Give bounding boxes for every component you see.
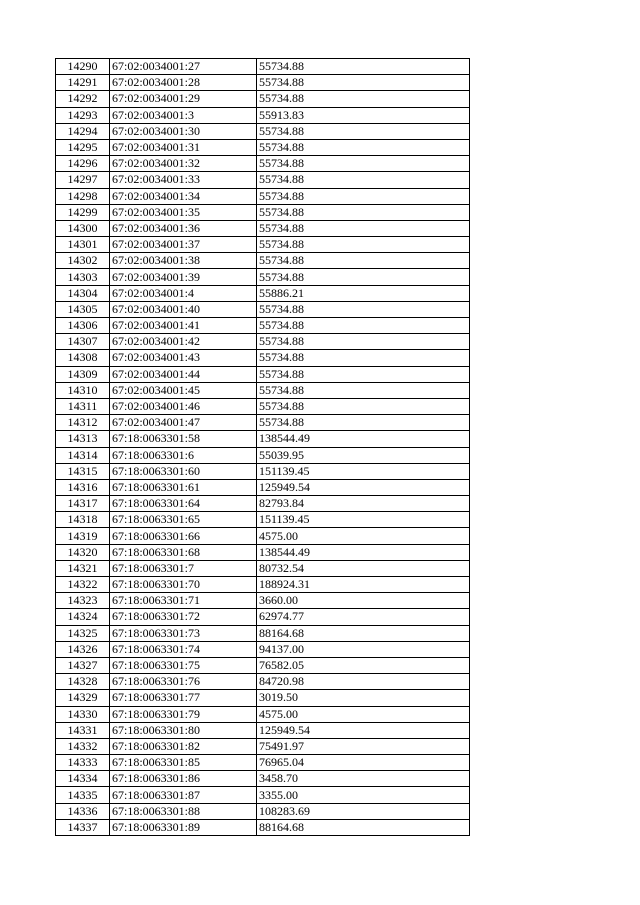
cadastral-number-cell: 67:18:0063301:88 (110, 803, 257, 819)
value-cell: 88164.68 (257, 625, 470, 641)
value-cell: 3660.00 (257, 593, 470, 609)
table-row (56, 75, 470, 91)
table-row (56, 528, 470, 544)
value-cell: 108283.69 (257, 803, 470, 819)
table-row (56, 237, 470, 253)
value-cell: 151139.45 (257, 463, 470, 479)
table-row (56, 787, 470, 803)
row-number-cell: 14305 (56, 301, 110, 317)
cadastral-number-cell: 67:02:0034001:3 (110, 107, 257, 123)
cadastral-number-cell: 67:02:0034001:34 (110, 188, 257, 204)
table-row (56, 253, 470, 269)
value-cell: 55734.88 (257, 382, 470, 398)
row-number-cell: 14300 (56, 220, 110, 236)
value-cell: 4575.00 (257, 706, 470, 722)
table-row (56, 803, 470, 819)
value-cell: 3355.00 (257, 787, 470, 803)
value-cell: 4575.00 (257, 528, 470, 544)
value-cell: 55734.88 (257, 415, 470, 431)
table-body (56, 59, 470, 836)
row-number-cell: 14331 (56, 722, 110, 738)
row-number-cell: 14337 (56, 819, 110, 835)
cadastral-number-cell: 67:02:0034001:30 (110, 123, 257, 139)
cadastral-number-cell: 67:18:0063301:77 (110, 690, 257, 706)
value-cell: 76582.05 (257, 657, 470, 673)
cadastral-number-cell: 67:02:0034001:37 (110, 237, 257, 253)
cadastral-number-cell: 67:18:0063301:64 (110, 496, 257, 512)
value-cell: 55734.88 (257, 350, 470, 366)
value-cell: 55039.95 (257, 447, 470, 463)
row-number-cell: 14292 (56, 91, 110, 107)
row-number-cell: 14306 (56, 318, 110, 334)
row-number-cell: 14336 (56, 803, 110, 819)
table-row (56, 738, 470, 754)
row-number-cell: 14334 (56, 771, 110, 787)
table-row (56, 690, 470, 706)
row-number-cell: 14314 (56, 447, 110, 463)
table-row (56, 625, 470, 641)
value-cell: 3458.70 (257, 771, 470, 787)
table-row (56, 560, 470, 576)
table-row (56, 479, 470, 495)
table-row (56, 334, 470, 350)
cadastral-number-cell: 67:18:0063301:71 (110, 593, 257, 609)
value-cell: 55734.88 (257, 318, 470, 334)
value-cell: 82793.84 (257, 496, 470, 512)
cadastral-number-cell: 67:02:0034001:42 (110, 334, 257, 350)
table-row (56, 139, 470, 155)
value-cell: 55734.88 (257, 269, 470, 285)
row-number-cell: 14317 (56, 496, 110, 512)
table-row (56, 220, 470, 236)
cadastral-number-cell: 67:02:0034001:36 (110, 220, 257, 236)
cadastral-number-cell: 67:18:0063301:79 (110, 706, 257, 722)
table-row (56, 431, 470, 447)
row-number-cell: 14319 (56, 528, 110, 544)
cadastral-number-cell: 67:02:0034001:41 (110, 318, 257, 334)
cadastral-number-cell: 67:18:0063301:74 (110, 641, 257, 657)
value-cell: 80732.54 (257, 560, 470, 576)
value-cell: 55734.88 (257, 220, 470, 236)
cadastral-number-cell: 67:02:0034001:4 (110, 285, 257, 301)
cadastral-value-table (55, 58, 470, 836)
row-number-cell: 14326 (56, 641, 110, 657)
table-row (56, 107, 470, 123)
cadastral-number-cell: 67:02:0034001:33 (110, 172, 257, 188)
cadastral-number-cell: 67:18:0063301:86 (110, 771, 257, 787)
table-row (56, 188, 470, 204)
table-row (56, 447, 470, 463)
cadastral-number-cell: 67:02:0034001:32 (110, 156, 257, 172)
row-number-cell: 14327 (56, 657, 110, 673)
table-row (56, 318, 470, 334)
value-cell: 55734.88 (257, 139, 470, 155)
cadastral-number-cell: 67:18:0063301:89 (110, 819, 257, 835)
row-number-cell: 14296 (56, 156, 110, 172)
cadastral-number-cell: 67:02:0034001:31 (110, 139, 257, 155)
value-cell: 55734.88 (257, 75, 470, 91)
table-row (56, 91, 470, 107)
value-cell: 55734.88 (257, 253, 470, 269)
table-row (56, 609, 470, 625)
table-row (56, 577, 470, 593)
cadastral-number-cell: 67:18:0063301:66 (110, 528, 257, 544)
row-number-cell: 14294 (56, 123, 110, 139)
value-cell: 55734.88 (257, 398, 470, 414)
value-cell: 62974.77 (257, 609, 470, 625)
cadastral-number-cell: 67:02:0034001:29 (110, 91, 257, 107)
cadastral-number-cell: 67:02:0034001:43 (110, 350, 257, 366)
row-number-cell: 14324 (56, 609, 110, 625)
cadastral-number-cell: 67:18:0063301:65 (110, 512, 257, 528)
table-row (56, 204, 470, 220)
table-row (56, 771, 470, 787)
value-cell: 55734.88 (257, 91, 470, 107)
value-cell: 76965.04 (257, 755, 470, 771)
row-number-cell: 14335 (56, 787, 110, 803)
value-cell: 55913.83 (257, 107, 470, 123)
row-number-cell: 14315 (56, 463, 110, 479)
cadastral-number-cell: 67:18:0063301:87 (110, 787, 257, 803)
row-number-cell: 14322 (56, 577, 110, 593)
row-number-cell: 14312 (56, 415, 110, 431)
value-cell: 75491.97 (257, 738, 470, 754)
table-row (56, 593, 470, 609)
row-number-cell: 14310 (56, 382, 110, 398)
row-number-cell: 14308 (56, 350, 110, 366)
cadastral-number-cell: 67:18:0063301:61 (110, 479, 257, 495)
row-number-cell: 14332 (56, 738, 110, 754)
cadastral-number-cell: 67:18:0063301:58 (110, 431, 257, 447)
cadastral-number-cell: 67:18:0063301:85 (110, 755, 257, 771)
row-number-cell: 14290 (56, 59, 110, 75)
row-number-cell: 14330 (56, 706, 110, 722)
value-cell: 88164.68 (257, 819, 470, 835)
cadastral-number-cell: 67:02:0034001:39 (110, 269, 257, 285)
value-cell: 84720.98 (257, 674, 470, 690)
table-row (56, 657, 470, 673)
cadastral-number-cell: 67:02:0034001:44 (110, 366, 257, 382)
value-cell: 138544.49 (257, 431, 470, 447)
table-row (56, 755, 470, 771)
row-number-cell: 14318 (56, 512, 110, 528)
table-row (56, 674, 470, 690)
row-number-cell: 14313 (56, 431, 110, 447)
table-row (56, 382, 470, 398)
value-cell: 55734.88 (257, 156, 470, 172)
cadastral-number-cell: 67:02:0034001:27 (110, 59, 257, 75)
row-number-cell: 14299 (56, 204, 110, 220)
table-row (56, 350, 470, 366)
row-number-cell: 14309 (56, 366, 110, 382)
table-row (56, 819, 470, 835)
row-number-cell: 14333 (56, 755, 110, 771)
table-row (56, 641, 470, 657)
row-number-cell: 14325 (56, 625, 110, 641)
cadastral-number-cell: 67:18:0063301:70 (110, 577, 257, 593)
cadastral-number-cell: 67:18:0063301:76 (110, 674, 257, 690)
table-row (56, 706, 470, 722)
row-number-cell: 14298 (56, 188, 110, 204)
cadastral-number-cell: 67:02:0034001:35 (110, 204, 257, 220)
row-number-cell: 14316 (56, 479, 110, 495)
row-number-cell: 14323 (56, 593, 110, 609)
table-row (56, 301, 470, 317)
cadastral-number-cell: 67:18:0063301:80 (110, 722, 257, 738)
value-cell: 55734.88 (257, 123, 470, 139)
value-cell: 125949.54 (257, 722, 470, 738)
table-row (56, 722, 470, 738)
row-number-cell: 14328 (56, 674, 110, 690)
cadastral-number-cell: 67:18:0063301:6 (110, 447, 257, 463)
row-number-cell: 14291 (56, 75, 110, 91)
value-cell: 55734.88 (257, 204, 470, 220)
table-row (56, 512, 470, 528)
cadastral-number-cell: 67:02:0034001:38 (110, 253, 257, 269)
cadastral-number-cell: 67:02:0034001:28 (110, 75, 257, 91)
value-cell: 55734.88 (257, 59, 470, 75)
cadastral-number-cell: 67:02:0034001:47 (110, 415, 257, 431)
value-cell: 55734.88 (257, 366, 470, 382)
value-cell: 55886.21 (257, 285, 470, 301)
table-row (56, 398, 470, 414)
table-row (56, 366, 470, 382)
row-number-cell: 14295 (56, 139, 110, 155)
row-number-cell: 14307 (56, 334, 110, 350)
row-number-cell: 14329 (56, 690, 110, 706)
row-number-cell: 14293 (56, 107, 110, 123)
table-row (56, 285, 470, 301)
row-number-cell: 14301 (56, 237, 110, 253)
row-number-cell: 14311 (56, 398, 110, 414)
cadastral-number-cell: 67:18:0063301:60 (110, 463, 257, 479)
table-row (56, 415, 470, 431)
cadastral-number-cell: 67:18:0063301:75 (110, 657, 257, 673)
table-row (56, 156, 470, 172)
table-row (56, 269, 470, 285)
value-cell: 3019.50 (257, 690, 470, 706)
row-number-cell: 14320 (56, 544, 110, 560)
cadastral-number-cell: 67:18:0063301:73 (110, 625, 257, 641)
value-cell: 138544.49 (257, 544, 470, 560)
table-row (56, 172, 470, 188)
table-row (56, 463, 470, 479)
table-row (56, 496, 470, 512)
value-cell: 94137.00 (257, 641, 470, 657)
cadastral-number-cell: 67:02:0034001:46 (110, 398, 257, 414)
table-row (56, 123, 470, 139)
cadastral-number-cell: 67:02:0034001:40 (110, 301, 257, 317)
row-number-cell: 14297 (56, 172, 110, 188)
cadastral-number-cell: 67:18:0063301:82 (110, 738, 257, 754)
value-cell: 188924.31 (257, 577, 470, 593)
value-cell: 55734.88 (257, 172, 470, 188)
value-cell: 55734.88 (257, 301, 470, 317)
cadastral-number-cell: 67:02:0034001:45 (110, 382, 257, 398)
row-number-cell: 14304 (56, 285, 110, 301)
value-cell: 125949.54 (257, 479, 470, 495)
value-cell: 55734.88 (257, 237, 470, 253)
value-cell: 55734.88 (257, 334, 470, 350)
table-row (56, 59, 470, 75)
cadastral-number-cell: 67:18:0063301:68 (110, 544, 257, 560)
row-number-cell: 14303 (56, 269, 110, 285)
value-cell: 151139.45 (257, 512, 470, 528)
cadastral-number-cell: 67:18:0063301:7 (110, 560, 257, 576)
cadastral-number-cell: 67:18:0063301:72 (110, 609, 257, 625)
row-number-cell: 14321 (56, 560, 110, 576)
row-number-cell: 14302 (56, 253, 110, 269)
table-row (56, 544, 470, 560)
value-cell: 55734.88 (257, 188, 470, 204)
